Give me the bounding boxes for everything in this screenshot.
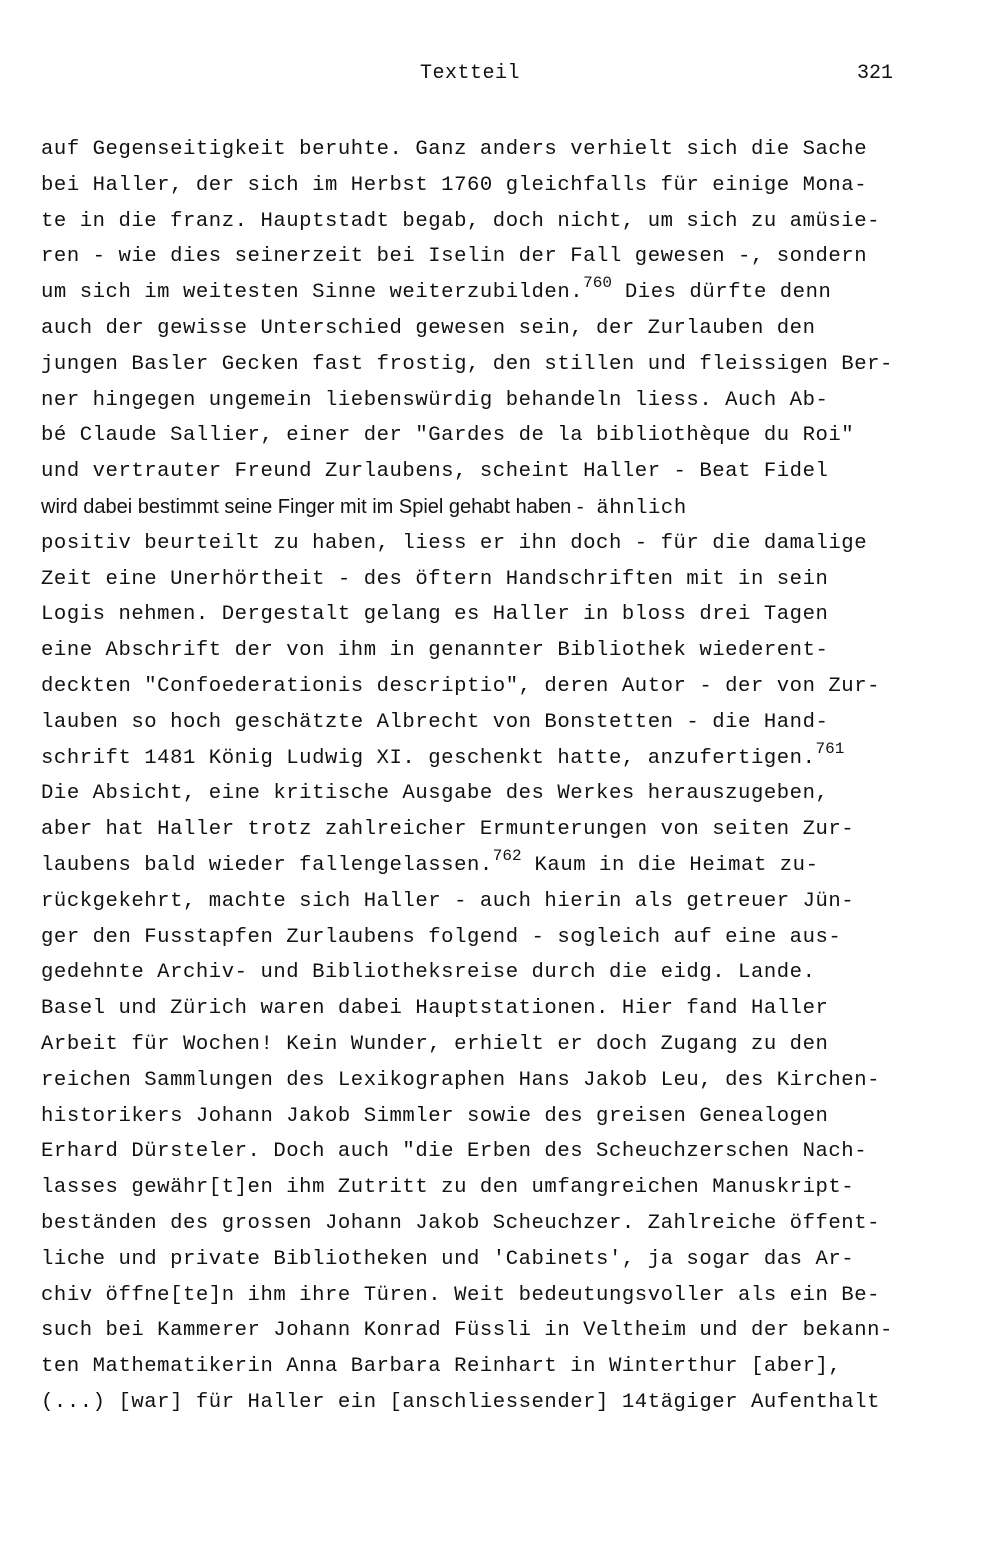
text-line: liche und private Bibliotheken und 'Cabinets', ja sogar das Ar- (41, 1247, 855, 1271)
text-segment: Dies dürfte denn (611, 281, 832, 305)
text-line: jungen Basler Gecken fast frostig, den stillen und fleissigen Ber- (41, 352, 893, 376)
footnote-marker: 760 (583, 274, 612, 293)
text-line: lauben so hoch geschätzte Albrecht von Bonstetten - die Hand- (41, 710, 829, 734)
text-line: Basel und Zürich waren dabei Hauptstationen. Hier fand Haller (41, 997, 829, 1021)
text-line: historikers Johann Jakob Simmler sowie des greisen Genealogen (41, 1104, 829, 1128)
text-line: gedehnte Archiv- und Bibliotheksreise durch die eidg. Lande. (41, 961, 816, 985)
footnote-marker: 761 (815, 739, 845, 758)
text-line: ren - wie dies seinerzeit bei Iselin der Fall gewesen -, sondern (41, 245, 868, 269)
footnote-marker: 762 (492, 847, 522, 866)
text-line: auch der gewisse Unterschied gewesen sein, der Zurlauben den (41, 316, 816, 340)
text-line: beständen des grossen Johann Jakob Scheuchzer. Zahlreiche öffent- (41, 1211, 881, 1235)
text-segment: um sich im weitesten Sinne weiterzubilden. (41, 281, 584, 305)
text-line-correction (41, 490, 941, 526)
text-segment: schrift 1481 König Ludwig XI. geschenkt hatte, anzufertigen. (41, 746, 816, 770)
text-line: Arbeit für Wochen! Kein Wunder, erhielt er doch Zugang zu den (41, 1032, 829, 1056)
text-line: Logis nehmen. Dergestalt gelang es Haller in bloss drei Tagen (41, 603, 829, 627)
page-number: 321 (857, 62, 894, 85)
text-line-with-footnote (41, 741, 941, 777)
text-line: aber hat Haller trotz zahlreicher Ermunterungen von seiten Zur- (41, 818, 855, 842)
text-line: Zeit eine Unerhörtheit - des öftern Handschriften mit in sein (41, 567, 829, 591)
text-segment: laubens bald wieder fallengelassen. (41, 853, 493, 877)
text-line: bé Claude Sallier, einer der "Gardes de la bibliothèque du Roi" (41, 424, 855, 448)
text-segment: ähnlich (583, 496, 687, 520)
text-line: ger den Fusstapfen Zurlaubens folgend - sogleich auf eine aus- (41, 925, 842, 949)
text-line: bei Haller, der sich im Herbst 1760 gleichfalls für einige Mona- (41, 173, 868, 197)
text-line: Die Absicht, eine kritische Ausgabe des Werkes herauszugeben, (41, 782, 829, 806)
text-line: deckten "Confoederationis descriptio", deren Autor - der von Zur- (41, 674, 881, 698)
text-line: (...) [war] für Haller ein [anschliessender] 14tägiger Aufenthalt (41, 1390, 881, 1414)
text-line: ten Mathematikerin Anna Barbara Reinhart in Winterthur [aber], (41, 1355, 842, 1379)
text-line: eine Abschrift der von ihm in genannter Bibliothek wiederent- (41, 639, 829, 663)
text-line: te in die franz. Hauptstadt begab, doch nicht, um sich zu amüsie- (41, 209, 881, 233)
pasted-correction-text: wird dabei bestimmt seine Finger mit im Spiel gehabt haben - (41, 495, 584, 518)
text-segment: Kaum in die Heimat zu- (521, 853, 819, 877)
text-line: such bei Kammerer Johann Konrad Füssli in Veltheim und der bekann- (41, 1319, 893, 1343)
text-line: ner hingegen ungemein liebenswürdig behandeln liess. Auch Ab- (41, 388, 829, 412)
text-line: chiv öffne[te]n ihm ihre Türen. Weit bedeutungsvoller als ein Be- (41, 1283, 881, 1307)
text-line: rückgekehrt, machte sich Haller - auch hierin als getreuer Jün- (41, 889, 855, 913)
text-line-with-footnote (41, 848, 941, 884)
text-line: lasses gewähr[t]en ihm Zutritt zu den umfangreichen Manuskript- (41, 1176, 855, 1200)
running-header-title: Textteil (420, 62, 521, 85)
text-line: positiv beurteilt zu haben, liess er ihn doch - für die damalige (41, 531, 868, 555)
text-line-with-footnote (41, 275, 941, 311)
text-line: auf Gegenseitigkeit beruhte. Ganz anders verhielt sich die Sache (41, 138, 868, 161)
text-line: Erhard Dürsteler. Doch auch "die Erben des Scheuchzerschen Nach- (41, 1140, 868, 1164)
text-line: und vertrauter Freund Zurlaubens, scheint Haller - Beat Fidel (41, 460, 829, 484)
body-text (41, 132, 941, 1421)
text-line: reichen Sammlungen des Lexikographen Hans Jakob Leu, des Kirchen- (41, 1068, 881, 1092)
